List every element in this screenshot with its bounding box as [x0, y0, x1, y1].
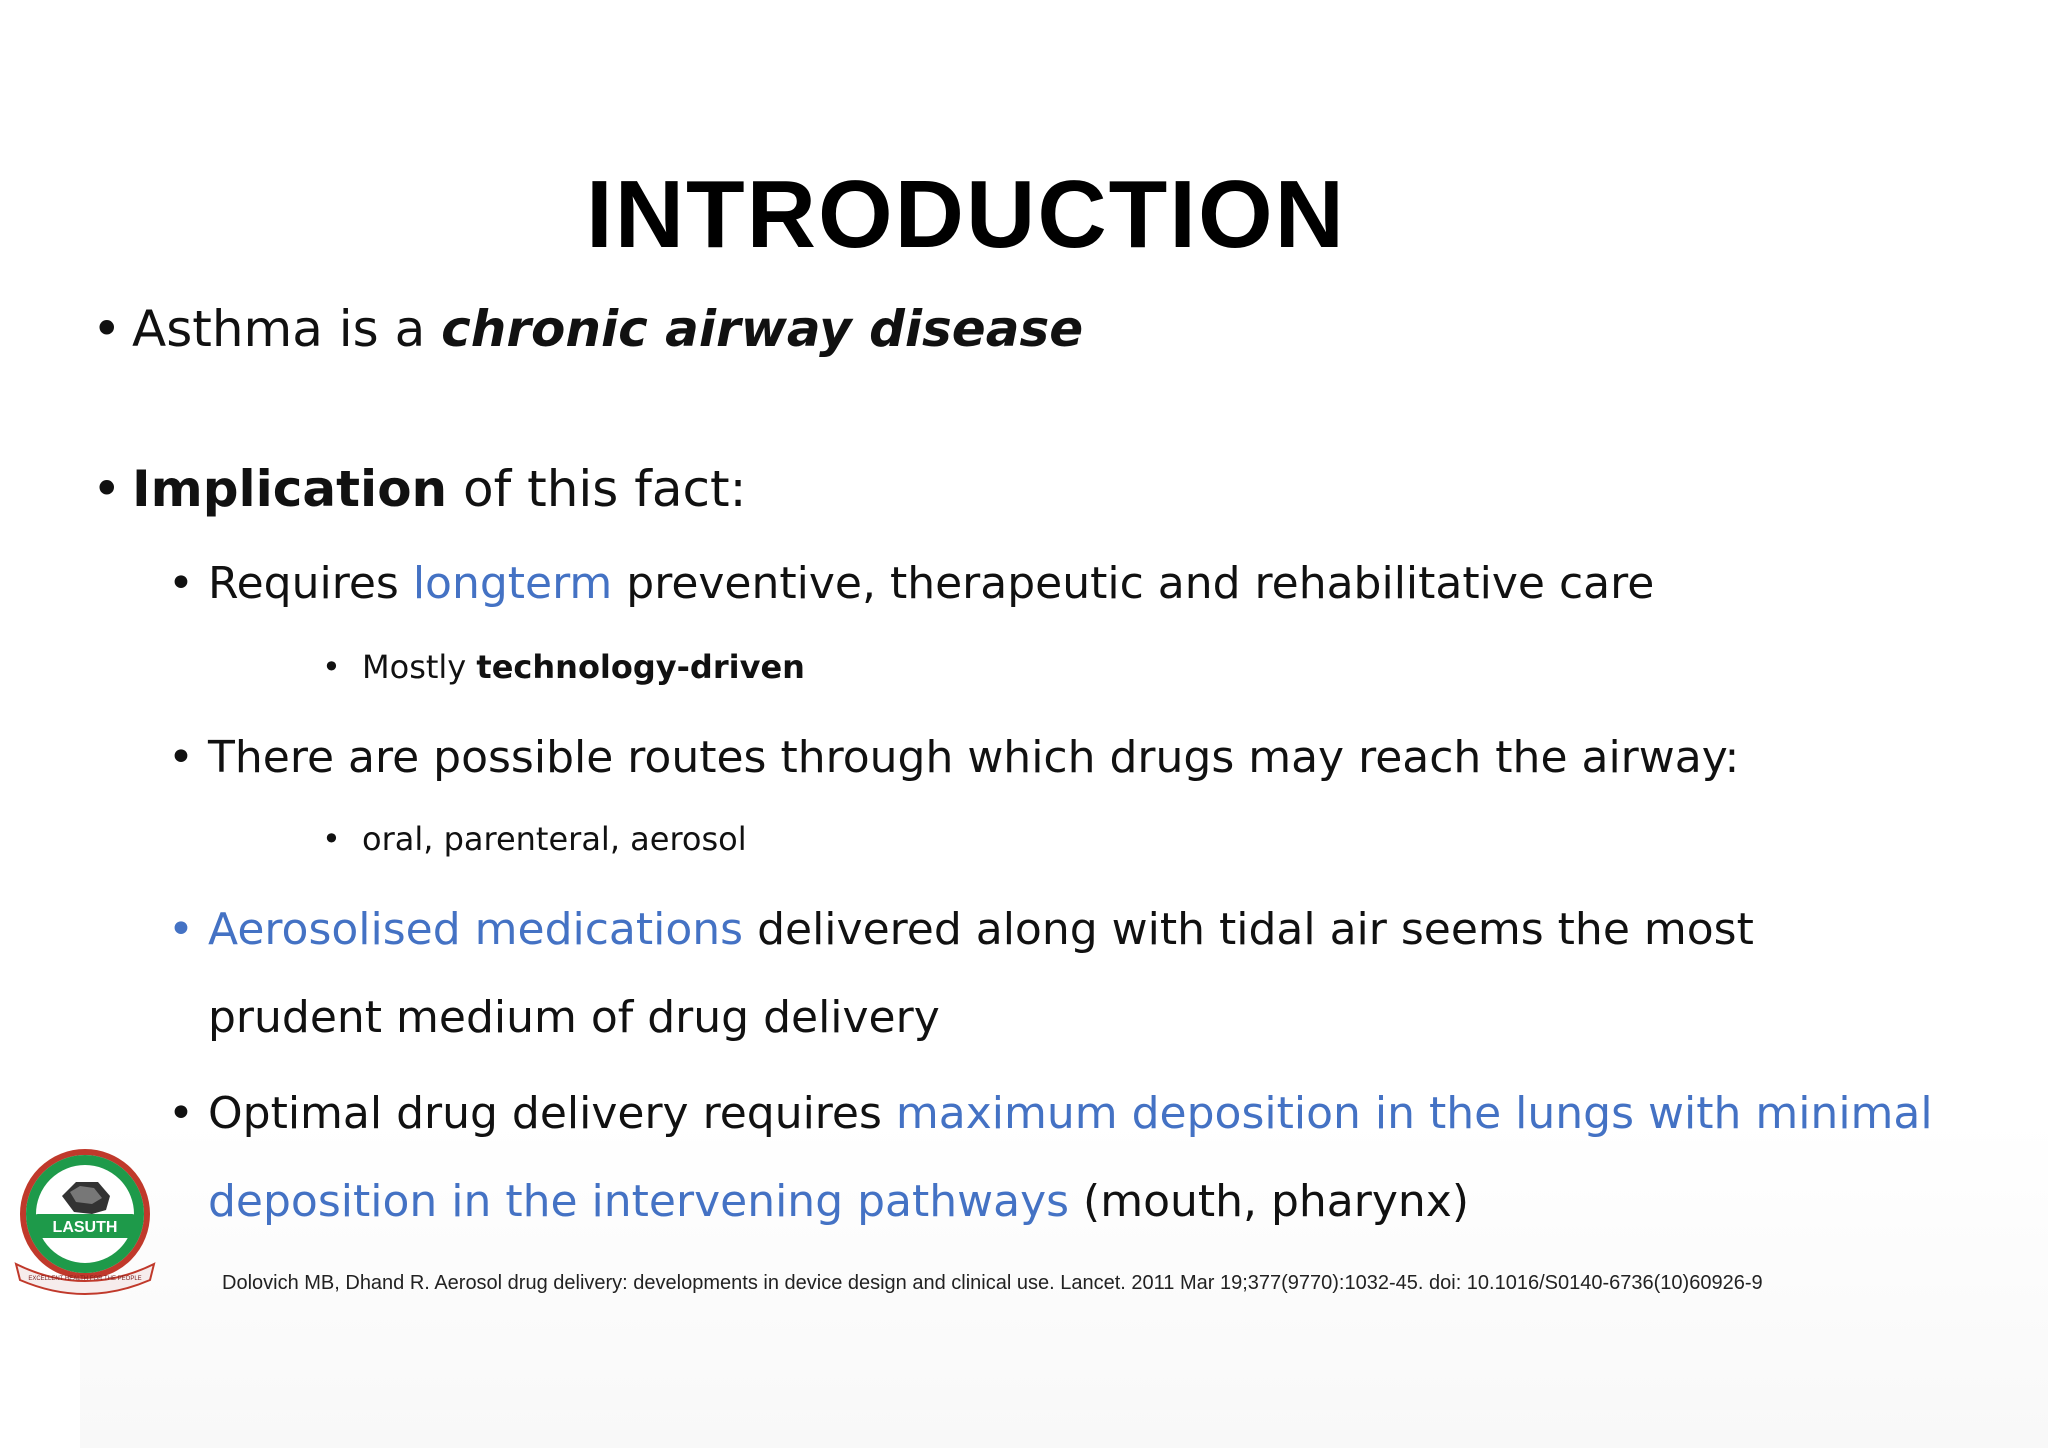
logo-text: LASUTH	[52, 1219, 118, 1236]
lasuth-logo	[14, 1148, 156, 1298]
bullet-icon: •	[168, 904, 194, 955]
bullet-text: There are possible routes through which drugs may reach the airway:	[208, 732, 1740, 783]
bullet-icon: •	[322, 820, 341, 858]
bullet-icon: •	[92, 460, 122, 518]
bullet-text: Implication of this fact:	[132, 460, 747, 518]
logo-motto: EXCELLENT HEALTH FOR THE PEOPLE	[28, 1276, 142, 1282]
citation-reference: Dolovich MB, Dhand R. Aerosol drug delivery: developments in device design and clinical use. Lancet. 2011 Mar 19;377(9770):1032-45. doi: 10.1016/S0140-6736(10)60926-9	[222, 1272, 1763, 1294]
bullet-icon: •	[322, 648, 341, 686]
subbullet-optimal-delivery-line2: deposition in the intervening pathways (mouth, pharynx)	[208, 1176, 1469, 1227]
bullet-text: Aerosolised medications delivered along with tidal air seems the most	[208, 904, 1754, 955]
subbullet-aerosolised-line2: prudent medium of drug delivery	[208, 992, 940, 1043]
bullet-icon: •	[168, 1088, 194, 1139]
slide-title: INTRODUCTION	[586, 161, 1346, 268]
logo-emblem-icon	[14, 1148, 156, 1298]
bullet-text: Asthma is a chronic airway disease	[132, 300, 1084, 358]
bullet-text: Mostly technology-driven	[362, 648, 805, 686]
bullet-text: Requires longterm preventive, therapeutic and rehabilitative care	[208, 558, 1655, 609]
emphasis-text: chronic airway disease	[441, 300, 1084, 358]
bullet-text: oral, parenteral, aerosol	[362, 820, 747, 858]
bullet-text: Optimal drug delivery requires maximum deposition in the lungs with minimal	[208, 1088, 1933, 1139]
bullet-icon: •	[92, 300, 122, 358]
bullet-icon: •	[168, 558, 194, 609]
bullet-icon: •	[168, 732, 194, 783]
